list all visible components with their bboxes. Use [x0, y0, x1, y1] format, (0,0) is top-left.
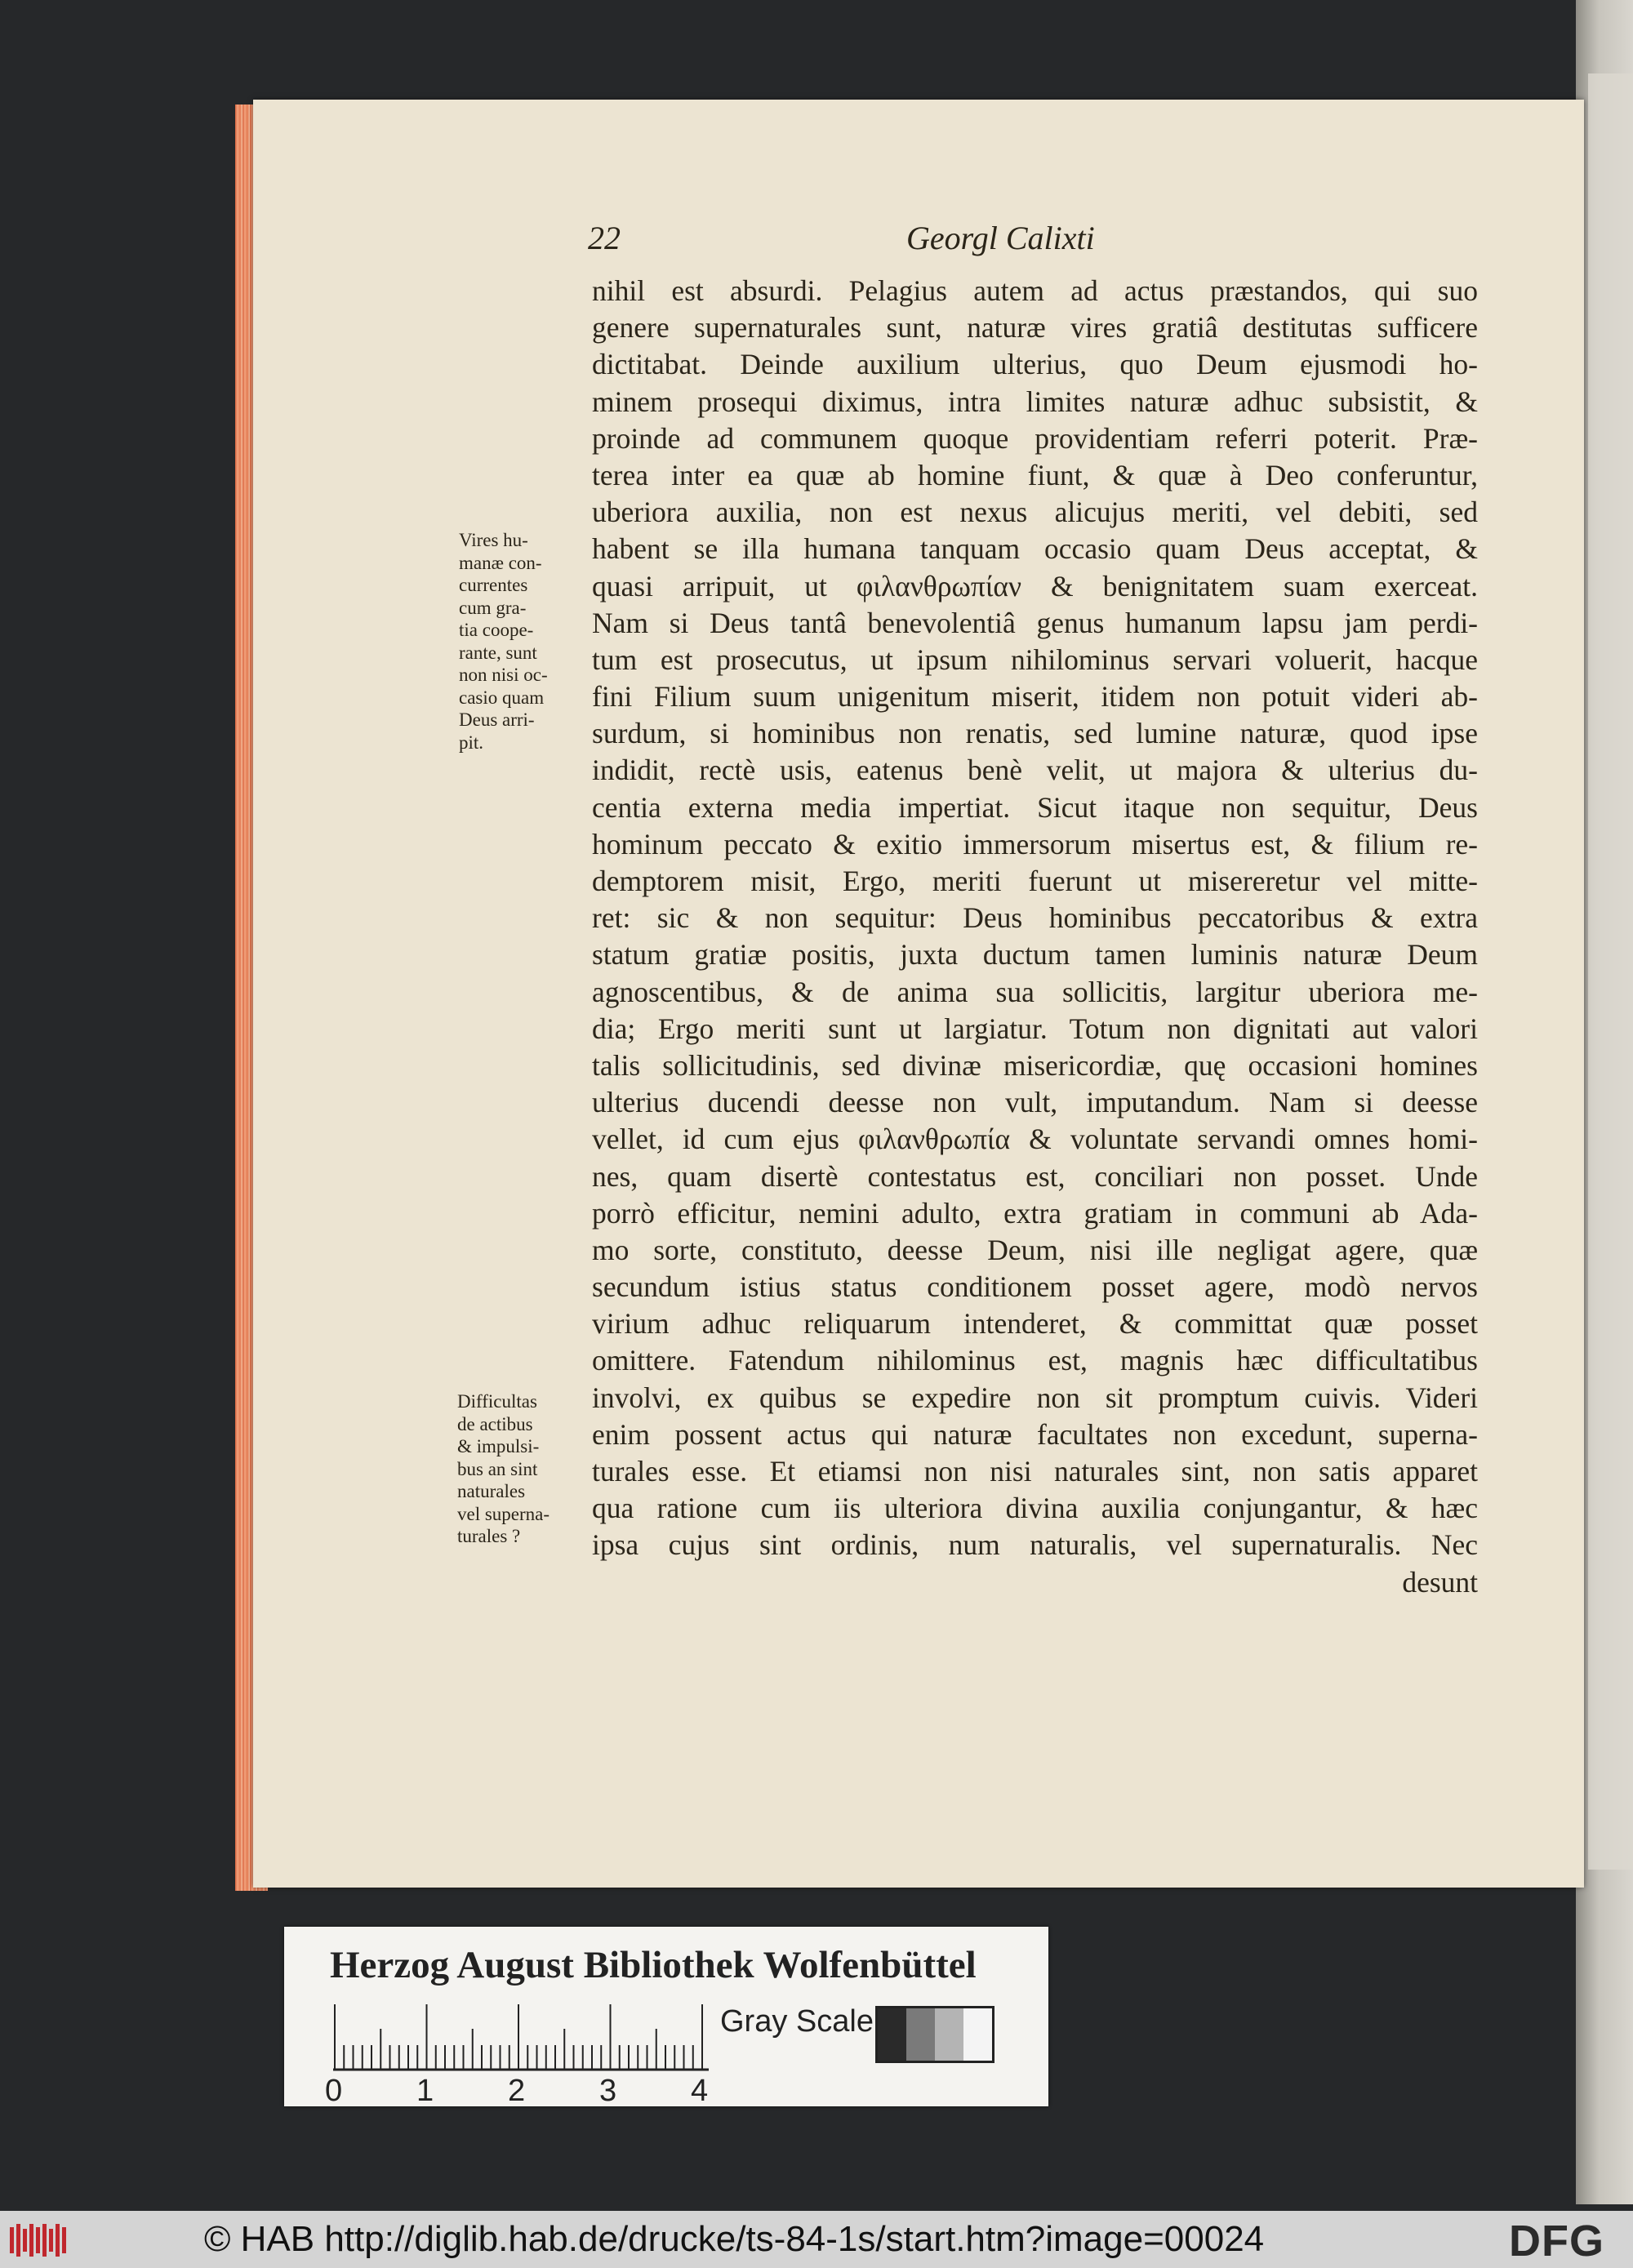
ruler-number: 2 — [508, 2074, 526, 2108]
ruler-number: 0 — [325, 2074, 343, 2108]
text-line: minem prosequi diximus, intra limites naturæ adhuc subsistit, & — [592, 385, 1478, 418]
text-line: enim possent actus qui naturæ facultates non excedunt, superna- — [592, 1417, 1478, 1451]
text-line: statum gratiæ positis, juxta ductum tamen luminis naturæ Deum — [592, 938, 1478, 972]
text-line: nihil est absurdi. Pelagius autem ad actus præstandos, qui suo — [592, 274, 1478, 307]
text-line: mo sorte, constituto, deesse Deum, nisi ille negligat agere, quæ — [592, 1233, 1478, 1266]
color-scale-card — [284, 1927, 1048, 2106]
margin-note-line: bus an sint — [457, 1458, 538, 1479]
dfg-logo: DFG — [1509, 2217, 1604, 2266]
margin-note-line: pit. — [459, 732, 484, 753]
margin-note-line: currentes — [459, 575, 528, 595]
text-line: surdum, si hominibus non renatis, sed lumine naturæ, quod ipse — [592, 717, 1478, 750]
margin-note-line: de actibus — [457, 1413, 533, 1434]
text-line: desunt — [1402, 1565, 1478, 1599]
text-line: proinde ad communem quoque providentiam referri poterit. Præ- — [592, 421, 1478, 455]
text-line: secundum istius status conditionem posset agere, modò nervos — [592, 1270, 1478, 1304]
running-head: Georgl Calixti — [906, 220, 1095, 256]
adjacent-page — [1588, 73, 1633, 1870]
text-line: Nam si Deus tantâ benevolentiâ genus humanum lapsu jam perdi- — [592, 606, 1478, 639]
margin-note-line: vel superna- — [457, 1503, 550, 1524]
text-line: nes, quam disertè contestatus est, conciliari non posset. Unde — [592, 1159, 1478, 1193]
text-line: demptorem misit, Ergo, meriti fuerunt ut misereretur vel mitte- — [592, 865, 1478, 897]
margin-note-2 — [457, 1390, 588, 1548]
text-line: agnoscentibus, & de anima sua sollicitis, largitur uberiora me- — [592, 975, 1478, 1008]
margin-note-line: rante, sunt — [459, 642, 537, 663]
text-line: indidit, rectè usis, eatenus benè velit, ut majora & ulterius du- — [592, 754, 1478, 787]
text-line: uberiora auxilia, non est nexus alicujus meriti, vel debiti, sed — [592, 496, 1478, 529]
text-line: involvi, ex quibus se expedire non sit promptum cuivis. Videri — [592, 1381, 1478, 1414]
gray-swatch — [963, 2008, 992, 2061]
gray-scale-swatches — [875, 2006, 994, 2063]
text-line: dia; Ergo meriti sunt ut largiatur. Totum non dignitati aut valori — [592, 1012, 1478, 1045]
text-line: vellet, id cum ejus φιλανθρωπία & voluntate servandi omnes homi- — [592, 1123, 1478, 1156]
text-line: talis sollicitudinis, sed divinæ misericordiæ, quę occasioni homines — [592, 1048, 1478, 1082]
text-line: virium adhuc reliquarum intenderet, & committat quæ posset — [592, 1307, 1478, 1341]
text-line: ulterius ducendi deesse non vult, imputandum. Nam si deesse — [592, 1086, 1478, 1119]
library-title: Herzog August Bibliothek Wolfenbüttel — [330, 1944, 977, 1986]
margin-note-line: cum gra- — [459, 597, 527, 618]
margin-note-line: tia coope- — [459, 620, 534, 640]
text-line: genere supernaturales sunt, naturæ vires gratiâ destitutas sufficere — [592, 311, 1478, 345]
margin-note-1 — [459, 529, 581, 754]
text-line: fini Filium suum unigenitum miserit, itidem non potuit videri ab- — [592, 680, 1478, 714]
margin-note-line: manæ con- — [459, 552, 542, 573]
page-header — [588, 219, 1478, 268]
hab-logo-icon — [8, 2222, 69, 2258]
footer-bar — [0, 2211, 1633, 2268]
text-line: ret: sic & non sequitur: Deus hominibus peccatoribus & extra — [592, 901, 1478, 935]
text-line: omittere. Fatendum nihilominus est, magnis hæc difficultatibus — [592, 1344, 1478, 1377]
ruler-number: 4 — [691, 2074, 709, 2108]
ruler-number: 3 — [599, 2074, 617, 2108]
gray-scale-label: Gray Scale — [720, 2004, 874, 2039]
gray-swatch — [906, 2008, 935, 2061]
text-line: quasi arripuit, ut φιλανθρωπίαν & benignitatem suam exerceat. — [592, 569, 1478, 603]
text-line: ipsa cujus sint ordinis, num naturalis, vel supernaturalis. Nec — [592, 1528, 1478, 1562]
margin-note-line: turales ? — [457, 1526, 521, 1546]
text-line: terea inter ea quæ ab homine fiunt, & quæ à Deo conferuntur, — [592, 458, 1478, 491]
gray-swatch — [878, 2008, 906, 2061]
margin-note-line: Vires hu- — [459, 530, 528, 550]
margin-note-line: & impulsi- — [457, 1436, 540, 1456]
text-line: qua ratione cum iis ulteriora divina auxilia conjungantur, & hæc — [592, 1492, 1478, 1525]
text-line: habent se illa humana tanquam occasio quam Deus acceptat, & — [592, 532, 1478, 566]
text-line: tum est prosecutus, ut ipsum nihilominus servari voluerit, hacque — [592, 643, 1478, 676]
text-line: dictitabat. Deinde auxilium ulterius, quo Deum ejusmodi ho- — [592, 348, 1478, 381]
margin-note-line: Difficultas — [457, 1391, 537, 1412]
margin-note-line: Deus arri- — [459, 709, 535, 730]
body-text — [592, 273, 1478, 1601]
text-line: centia externa media impertiat. Sicut itaque non sequitur, Deus — [592, 790, 1478, 824]
text-line: turales esse. Et etiamsi non nisi naturales sint, non satis apparet — [592, 1455, 1478, 1488]
footer-url[interactable]: © HAB http://diglib.hab.de/drucke/ts-84-1s/start.htm?image=00024 — [204, 2219, 1265, 2259]
margin-note-line: naturales — [457, 1481, 526, 1501]
margin-note-line: casio quam — [459, 687, 545, 708]
text-line: hominum peccato & exitio immersorum misertus est, & filium re- — [592, 827, 1478, 861]
gray-swatch — [935, 2008, 963, 2061]
page-number: 22 — [588, 220, 621, 256]
ruler-number: 1 — [416, 2074, 434, 2108]
text-line: porrò efficitur, nemini adulto, extra gratiam in communi ab Ada- — [592, 1196, 1478, 1230]
margin-note-line: non nisi oc- — [459, 665, 548, 685]
